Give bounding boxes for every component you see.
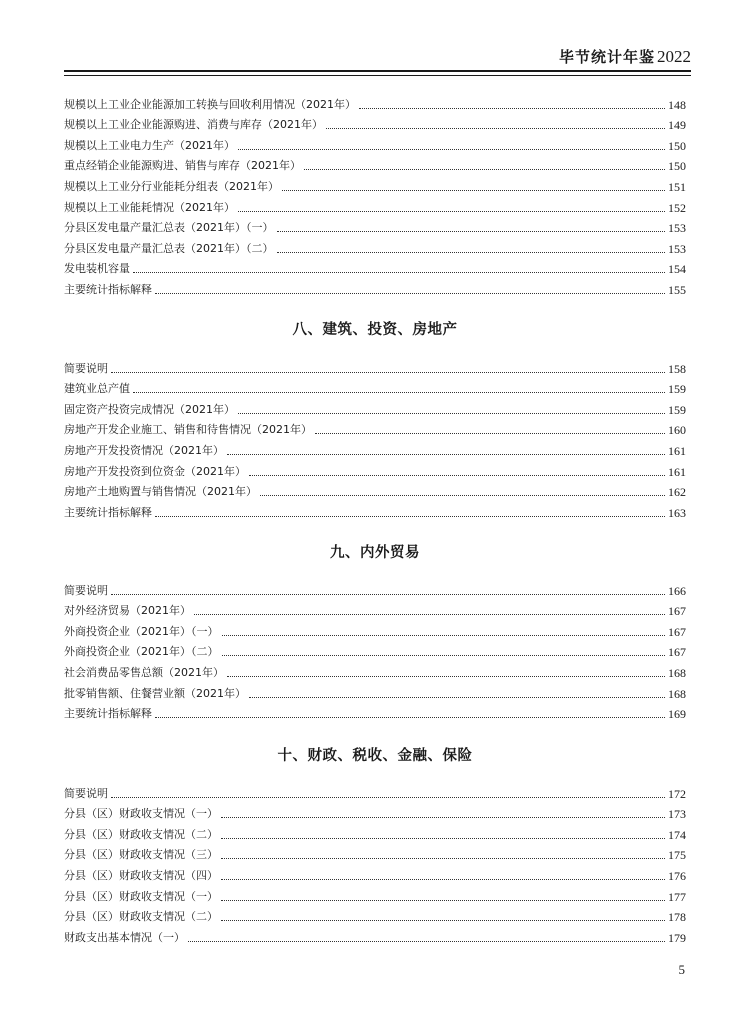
toc-group-energy (64, 91, 686, 297)
toc-entry-label: 主要统计指标解释 (64, 282, 152, 296)
toc-entry-page: 158 (668, 361, 686, 376)
section-title-trade: 九、内外贸易 (330, 545, 420, 561)
toc-entry-label: 分县（区）财政收支情况（三） (64, 848, 218, 862)
toc-entry-page: 154 (668, 262, 686, 277)
toc-entry-label: 分县（区）财政收支情况（一） (64, 807, 218, 821)
toc-entry-page: 175 (668, 848, 686, 863)
running-header (64, 46, 691, 68)
toc-entry-page: 163 (668, 505, 686, 520)
dot-leader (277, 230, 666, 232)
toc-entry-label: 分县（区）财政收支情况（一） (64, 889, 218, 903)
toc-entry[interactable] (64, 659, 686, 680)
toc-entry-label: 批零销售额、住餐营业额（2021年） (64, 686, 246, 700)
toc-entry[interactable] (64, 173, 686, 194)
toc-entry-page: 167 (668, 645, 686, 660)
toc-entry-label: 房地产开发投资情况（2021年） (64, 443, 224, 457)
toc-entry[interactable] (64, 417, 686, 438)
toc-entry-page: 172 (668, 786, 686, 801)
dot-leader (249, 696, 665, 698)
toc-entry[interactable] (64, 112, 686, 133)
toc-entry[interactable] (64, 862, 686, 883)
toc-entry-label: 房地产开发企业施工、销售和待售情况（2021年） (64, 423, 312, 437)
dot-leader (221, 837, 665, 839)
toc-entry[interactable] (64, 801, 686, 822)
toc-entry-page: 150 (668, 159, 686, 174)
toc-entry-label: 规模以上工业能耗情况（2021年） (64, 200, 235, 214)
toc-entry-page: 173 (668, 807, 686, 822)
dot-leader (221, 878, 665, 880)
toc-entry-page: 159 (668, 402, 686, 417)
toc-entry[interactable] (64, 821, 686, 842)
toc-entry-page: 179 (668, 930, 686, 945)
toc-entry-page: 161 (668, 443, 686, 458)
dot-leader (155, 292, 665, 294)
toc-entry-label: 主要统计指标解释 (64, 707, 152, 721)
toc-entry-page: 155 (668, 282, 686, 297)
toc-entry-page: 168 (668, 686, 686, 701)
toc-entry-label: 规模以上工业企业能源购进、消费与库存（2021年） (64, 118, 323, 132)
dot-leader (315, 432, 665, 434)
dot-leader (111, 593, 665, 595)
toc-entry[interactable] (64, 396, 686, 417)
dot-leader (221, 899, 665, 901)
dot-leader (221, 816, 665, 818)
toc-entry[interactable] (64, 904, 686, 925)
toc-entry-label: 分县（区）财政收支情况（四） (64, 868, 218, 882)
toc-entry-page: 152 (668, 200, 686, 215)
dot-leader (133, 391, 665, 393)
toc-entry-label: 分县（区）财政收支情况（二） (64, 827, 218, 841)
toc-entry[interactable] (64, 458, 686, 479)
toc-group-construction (64, 355, 686, 520)
yearbook-title: 毕节统计年鉴 (558, 48, 655, 66)
dot-leader (277, 251, 666, 253)
toc-entry-label: 对外经济贸易（2021年） (64, 604, 191, 618)
toc-entry-label: 简要说明 (64, 583, 108, 597)
dot-leader (260, 494, 665, 496)
toc-entry[interactable] (64, 153, 686, 174)
toc-entry[interactable] (64, 924, 686, 945)
dot-leader (111, 796, 665, 798)
toc-entry-page: 168 (668, 665, 686, 680)
toc-entry[interactable] (64, 577, 686, 598)
toc-entry-label: 发电装机容量 (64, 262, 130, 276)
page-number: 5 (678, 962, 685, 977)
toc-entry-label: 房地产土地购置与销售情况（2021年） (64, 485, 257, 499)
dot-leader (238, 148, 665, 150)
dot-leader (227, 453, 665, 455)
toc-entry[interactable] (64, 780, 686, 801)
toc-entry[interactable] (64, 215, 686, 236)
toc-entry[interactable] (64, 132, 686, 153)
toc-entry[interactable] (64, 276, 686, 297)
toc-entry-label: 财政支出基本情况（一） (64, 930, 185, 944)
toc-entry-page: 151 (668, 179, 686, 194)
dot-leader (238, 210, 665, 212)
dot-leader (188, 940, 665, 942)
toc-entry-page: 153 (668, 241, 686, 256)
toc-entry-page: 162 (668, 485, 686, 500)
toc-entry[interactable] (64, 618, 686, 639)
toc-entry-page: 161 (668, 464, 686, 479)
toc-group-finance (64, 780, 686, 945)
toc-entry-label: 社会消费品零售总额（2021年） (64, 665, 224, 679)
toc-entry-page: 167 (668, 624, 686, 639)
toc-entry-label: 外商投资企业（2021年）（二） (64, 645, 219, 659)
toc-entry-label: 重点经销企业能源购进、销售与库存（2021年） (64, 159, 301, 173)
toc-entry-label: 规模以上工业企业能源加工转换与回收利用情况（2021年） (64, 97, 356, 111)
toc-entry-label: 固定资产投资完成情况（2021年） (64, 402, 235, 416)
toc-entry-label: 分县区发电量产量汇总表（2021年）（二） (64, 241, 274, 255)
toc-entry-page: 177 (668, 889, 686, 904)
toc-entry[interactable] (64, 598, 686, 619)
toc-entry-label: 外商投资企业（2021年）（一） (64, 624, 219, 638)
toc-entry-page: 167 (668, 604, 686, 619)
dot-leader (221, 919, 665, 921)
dot-leader (111, 371, 665, 373)
toc-entry[interactable] (64, 194, 686, 215)
dot-leader (282, 189, 665, 191)
toc-entry[interactable] (64, 235, 686, 256)
toc-entry[interactable] (64, 701, 686, 722)
dot-leader (304, 168, 665, 170)
toc-entry-page: 174 (668, 827, 686, 842)
toc-entry-label: 规模以上工业分行业能耗分组表（2021年） (64, 179, 279, 193)
dot-leader (155, 716, 665, 718)
dot-leader (221, 857, 665, 859)
dot-leader (238, 412, 665, 414)
toc-entry-label: 分县（区）财政收支情况（二） (64, 910, 218, 924)
dot-leader (133, 271, 665, 273)
toc-entry-label: 简要说明 (64, 361, 108, 375)
toc-entry-page: 150 (668, 138, 686, 153)
toc-entry-page: 160 (668, 423, 686, 438)
header-rule-thin (64, 75, 691, 76)
toc-entry-label: 分县区发电量产量汇总表（2021年）（一） (64, 221, 274, 235)
dot-leader (222, 654, 666, 656)
toc-entry[interactable] (64, 883, 686, 904)
toc-entry[interactable] (64, 499, 686, 520)
toc-entry-label: 简要说明 (64, 786, 108, 800)
dot-leader (326, 127, 665, 129)
dot-leader (194, 613, 665, 615)
header-rule-thick (64, 70, 691, 72)
toc-entry-label: 主要统计指标解释 (64, 505, 152, 519)
toc-entry[interactable] (64, 479, 686, 500)
dot-leader (155, 515, 665, 517)
toc-entry-page: 166 (668, 583, 686, 598)
section-title-construction: 八、建筑、投资、房地产 (292, 322, 458, 338)
toc-entry[interactable] (64, 91, 686, 112)
toc-entry[interactable] (64, 437, 686, 458)
toc-entry[interactable] (64, 355, 686, 376)
toc-entry-page: 178 (668, 910, 686, 925)
toc-entry-page: 169 (668, 707, 686, 722)
dot-leader (359, 107, 665, 109)
toc-entry[interactable] (64, 376, 686, 397)
toc-entry-label: 规模以上工业电力生产（2021年） (64, 138, 235, 152)
toc-entry[interactable] (64, 639, 686, 660)
toc-entry-page: 149 (668, 118, 686, 133)
dot-leader (227, 675, 665, 677)
toc-entry-page: 176 (668, 868, 686, 883)
toc-entry[interactable] (64, 680, 686, 701)
toc-entry[interactable] (64, 256, 686, 277)
toc-entry-page: 148 (668, 97, 686, 112)
toc-entry[interactable] (64, 842, 686, 863)
dot-leader (222, 634, 666, 636)
toc-entry-label: 建筑业总产值 (64, 382, 130, 396)
yearbook-year: 2022 (657, 47, 691, 66)
toc-entry-page: 159 (668, 382, 686, 397)
dot-leader (249, 474, 665, 476)
toc-entry-label: 房地产开发投资到位资金（2021年） (64, 464, 246, 478)
toc-entry-page: 153 (668, 221, 686, 236)
toc-group-trade (64, 577, 686, 721)
section-title-finance: 十、财政、税收、金融、保险 (277, 748, 473, 764)
